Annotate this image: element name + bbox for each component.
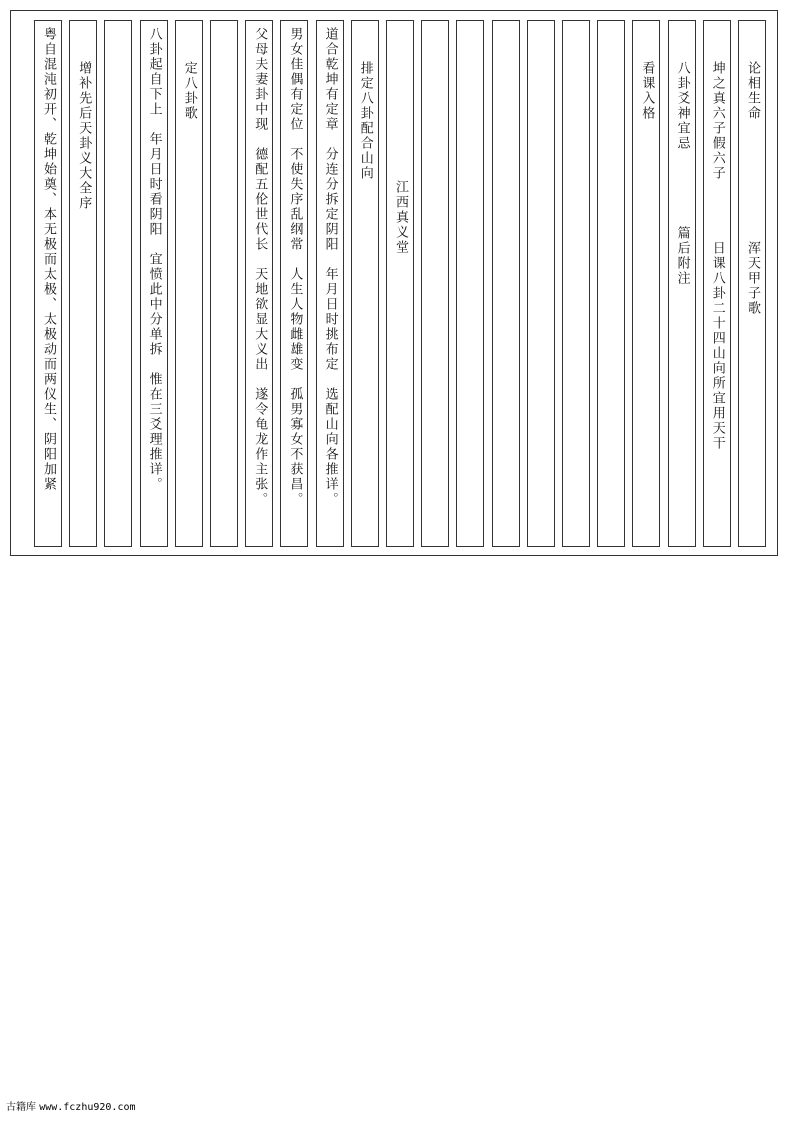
text-column: 男女佳偶有定位 不使失序乱纲常 人生人物雌雄变 孤男寡女不获昌。: [280, 20, 308, 547]
text-column: 坤之真六子假六子 日课八卦二十四山向所宜用天干: [703, 20, 731, 547]
text-column: [597, 20, 625, 547]
text-column: [104, 20, 132, 547]
text-column: 增补先后天卦义大全序: [69, 20, 97, 547]
text-column: 看课入格: [632, 20, 660, 547]
site-domain: www.fczhu920.com: [39, 1102, 136, 1113]
text-column: 定八卦歌: [175, 20, 203, 547]
footer-watermark: [6, 1098, 136, 1113]
text-column: [562, 20, 590, 547]
site-name: 古籍库: [6, 1102, 36, 1113]
text-column: 粤自混沌初开、乾坤始奠、本无极而太极、太极动而两仪生、阴阳加紧: [34, 20, 62, 547]
text-column: 排定八卦配合山向: [351, 20, 379, 547]
text-column: [492, 20, 520, 547]
text-column: 论相生命 浑天甲子歌: [738, 20, 766, 547]
text-column: 江西真义堂: [386, 20, 414, 547]
text-column: 父母夫妻卦中现 德配五伦世代长 天地欲显大义出 遂令龟龙作主张。: [245, 20, 273, 547]
text-column: 道合乾坤有定章 分连分拆定阴阳 年月日时挑布定 选配山向各推详。: [316, 20, 344, 547]
text-column: [421, 20, 449, 547]
text-column: [210, 20, 238, 547]
text-column: 八卦爻神宜忌 篇后附注: [668, 20, 696, 547]
text-column: 八卦起自下上 年月日时看阴阳 宜愤此中分单拆 惟在三爻理推详。: [140, 20, 168, 547]
text-column: [456, 20, 484, 547]
text-column: [527, 20, 555, 547]
